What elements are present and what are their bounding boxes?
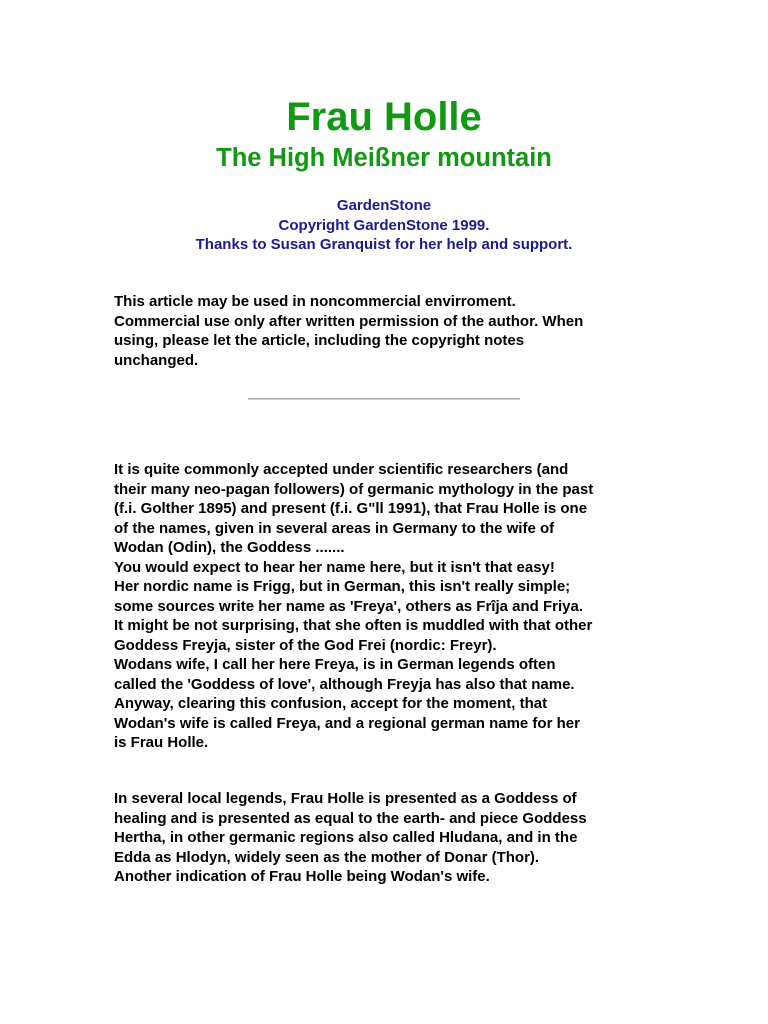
text-line: Anyway, clearing this confusion, accept for the moment, that [114,695,548,712]
text-line: Goddess Freyja, sister of the God Frei (nordic: Freyr). [114,636,497,654]
horizontal-divider [248,398,520,400]
text-line: healing and is presented as equal to the earth- and piece Goddess [114,809,587,827]
copyright-notice: Copyright GardenStone 1999. [278,216,490,234]
text-line: Wodan (Odin), the Goddess ....... [114,539,345,556]
text-line: It might be not surprising, that she often is muddled with that other [114,617,593,634]
author-name: GardenStone [336,197,432,214]
acknowledgement: Thanks to Susan Granquist for her help and support. [195,236,573,253]
usage-notice [114,292,654,370]
page-subtitle: The High Meißner mountain [216,144,552,172]
text-line: This article may be used in noncommercial envirroment. [114,293,516,310]
text-line: Another indication of Frau Holle being Wodan's wife. [114,868,490,885]
text-line: is Frau Holle. [114,734,209,751]
text-line: It is quite commonly accepted under scientific researchers (and [114,461,569,478]
text-line: You would expect to hear her name here, but it isn't that easy! [114,558,555,576]
text-line: called the 'Goddess of love', although Freyja has also that name. [114,675,575,693]
text-line: Wodan's wife is called Freya, and a regional german name for her [114,714,580,732]
body-paragraph-2 [114,789,654,887]
text-line: unchanged. [114,351,199,369]
body-paragraph-1 [114,460,654,753]
text-line: In several local legends, Frau Holle is presented as a Goddess of [114,790,577,807]
text-line: Edda as Hlodyn, widely seen as the mother of Donar (Thor). [114,848,540,866]
text-line: Her nordic name is Frigg, but in German, this isn't really simple; [114,578,571,595]
page-title: Frau Holle [286,95,482,139]
credits-block [0,196,768,255]
text-line: Commercial use only after written permission of the author. When [114,312,584,330]
text-line: of the names, given in several areas in Germany to the wife of [114,519,555,537]
text-line: some sources write her name as 'Freya', others as Frîja and Friya. [114,597,583,615]
text-line: their many neo-pagan followers) of germanic mythology in the past [114,480,594,498]
text-line: Wodans wife, I call her here Freya, is in German legends often [114,656,556,673]
text-line: (f.i. Golther 1895) and present (f.i. G"ll 1991), that Frau Holle is one [114,500,588,517]
text-line: Hertha, in other germanic regions also called Hludana, and in the [114,829,578,846]
text-line: using, please let the article, including the copyright notes [114,332,525,349]
